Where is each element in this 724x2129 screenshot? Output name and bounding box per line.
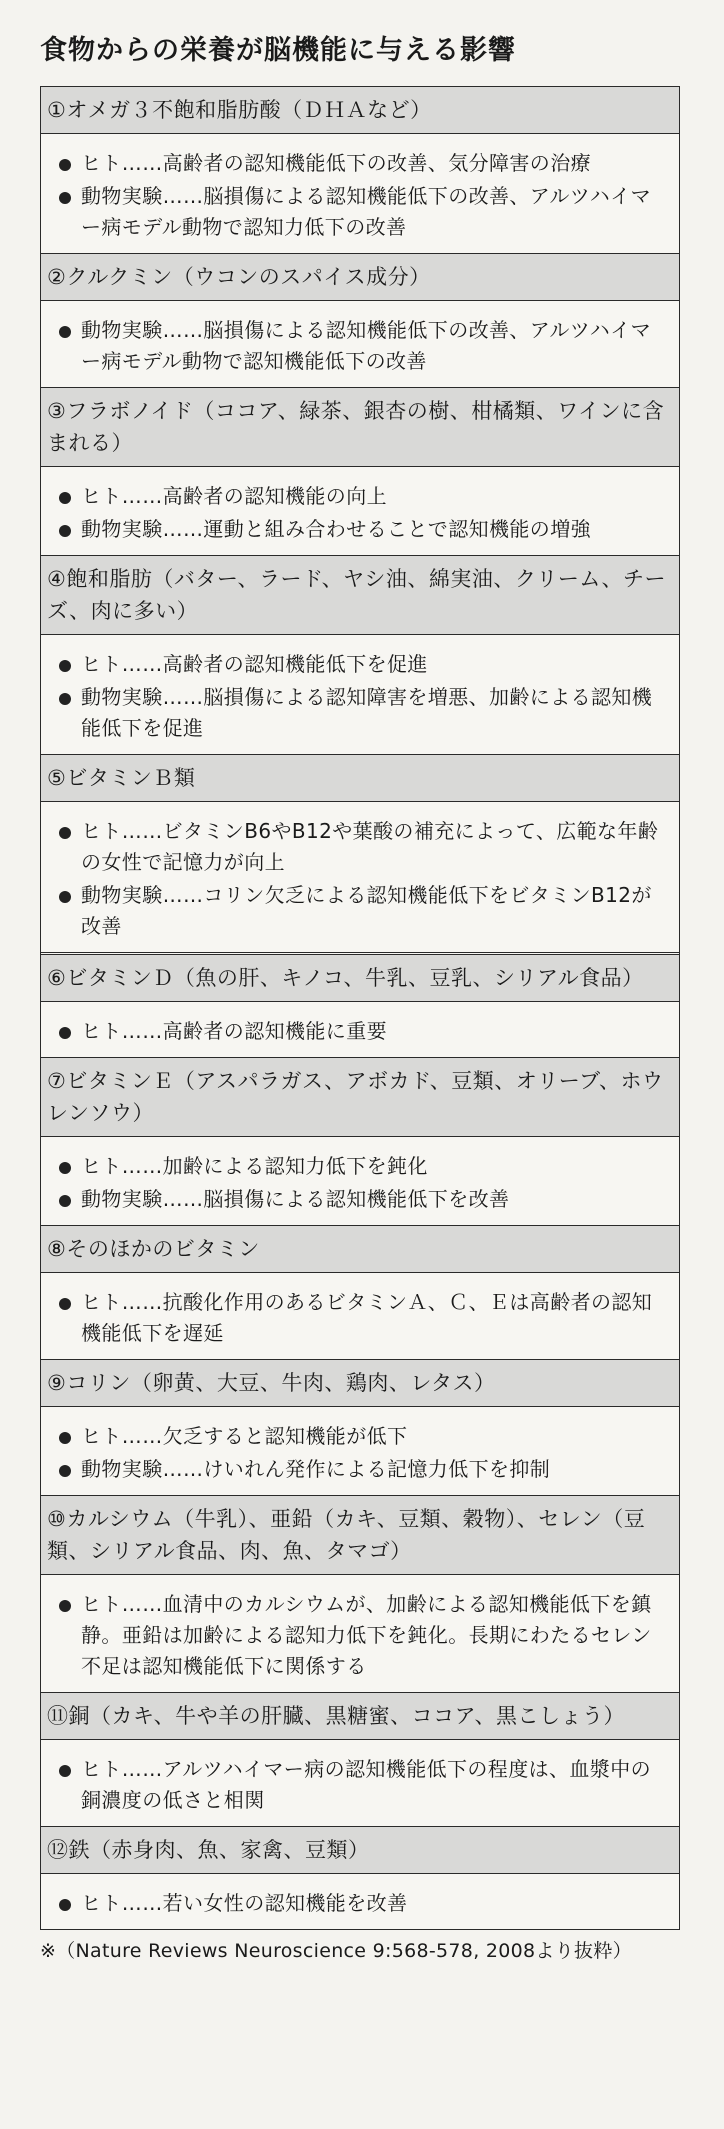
bullet-icon — [59, 693, 71, 705]
section-body — [41, 467, 679, 556]
bullet-icon — [59, 1027, 71, 1039]
section-heading: ⑥ビタミンＤ（魚の肝、キノコ、牛乳、豆乳、シリアル食品） — [41, 955, 679, 1002]
item-text: ヒト……高齢者の認知機能に重要 — [81, 1019, 387, 1043]
nutrition-table — [40, 86, 680, 1930]
bullet-icon — [59, 1298, 71, 1310]
section-body — [41, 1874, 679, 1930]
section-heading: ⑧そのほかのビタミン — [41, 1226, 679, 1273]
item-text: 動物実験……コリン欠乏による認知機能低下をビタミンB12が改善 — [81, 883, 652, 938]
list-item — [81, 1184, 669, 1215]
bullet-icon — [59, 827, 71, 839]
list-item — [81, 1287, 669, 1349]
item-text: 動物実験……脳損傷による認知機能低下の改善、アルツハイマー病モデル動物で認知機能低下の改善 — [81, 318, 651, 373]
list-item — [81, 1888, 669, 1919]
item-text: 動物実験……運動と組み合わせることで認知機能の増強 — [81, 517, 591, 541]
list-item — [81, 880, 669, 942]
bullet-icon — [59, 1465, 71, 1477]
section-heading: ⑪銅（カキ、牛や羊の肝臓、黒糖蜜、ココア、黒こしょう） — [41, 1693, 679, 1740]
item-text: ヒト……アルツハイマー病の認知機能低下の程度は、血漿中の銅濃度の低さと相関 — [81, 1757, 651, 1812]
list-item — [81, 181, 669, 243]
bullet-icon — [59, 492, 71, 504]
bullet-icon — [59, 159, 71, 171]
list-item — [81, 148, 669, 179]
bullet-icon — [59, 525, 71, 537]
item-text: 動物実験……脳損傷による認知機能低下を改善 — [81, 1187, 510, 1211]
section-heading: ⑤ビタミンＢ類 — [41, 755, 679, 802]
item-text: ヒト……若い女性の認知機能を改善 — [81, 1891, 408, 1915]
list-item — [81, 1151, 669, 1182]
bullet-icon — [59, 1162, 71, 1174]
section-body — [41, 802, 679, 955]
section-body — [41, 1002, 679, 1058]
list-item — [81, 514, 669, 545]
section-heading: ①オメガ３不飽和脂肪酸（ＤＨＡなど） — [41, 87, 679, 134]
item-text: ヒト……加齢による認知力低下を鈍化 — [81, 1154, 428, 1178]
item-text: ヒト……抗酸化作用のあるビタミンＡ、Ｃ、Ｅは高齢者の認知機能低下を遅延 — [81, 1290, 653, 1345]
list-item — [81, 1589, 669, 1682]
section-body — [41, 1575, 679, 1693]
item-text: 動物実験……脳損傷による認知障害を増悪、加齢による認知機能低下を促進 — [81, 685, 653, 740]
item-text: 動物実験……脳損傷による認知機能低下の改善、アルツハイマー病モデル動物で認知力低下の改善 — [81, 184, 651, 239]
section-heading: ⑩カルシウム（牛乳）、亜鉛（カキ、豆類、穀物）、セレン（豆類、シリアル食品、肉、魚、タマゴ） — [41, 1496, 679, 1575]
list-item — [81, 816, 669, 878]
bullet-icon — [59, 192, 71, 204]
page-title: 食物からの栄養が脳機能に与える影響 — [40, 35, 516, 66]
item-text: ヒト……高齢者の認知機能低下を促進 — [81, 652, 428, 676]
list-item — [81, 649, 669, 680]
section-body — [41, 635, 679, 755]
bullet-icon — [59, 1432, 71, 1444]
section-heading: ⑦ビタミンＥ（アスパラガス、アボカド、豆類、オリーブ、ホウレンソウ） — [41, 1058, 679, 1137]
item-text: ヒト……高齢者の認知機能の向上 — [81, 484, 387, 508]
bullet-icon — [59, 660, 71, 672]
section-heading: ⑫鉄（赤身肉、魚、家禽、豆類） — [41, 1827, 679, 1874]
item-text: ヒト……ビタミンB6やB12や葉酸の補充によって、広範な年齢の女性で記憶力が向上 — [81, 819, 659, 874]
source-note: ※（Nature Reviews Neuroscience 9:568-578, 2008より抜粋） — [40, 1940, 632, 1962]
section-body — [41, 1740, 679, 1827]
bullet-icon — [59, 326, 71, 338]
section-body — [41, 1273, 679, 1360]
section-heading: ②クルクミン（ウコンのスパイス成分） — [41, 254, 679, 301]
bullet-icon — [59, 1899, 71, 1911]
item-text: ヒト……高齢者の認知機能低下の改善、気分障害の治療 — [81, 151, 591, 175]
section-body — [41, 301, 679, 388]
list-item — [81, 1016, 669, 1047]
bullet-icon — [59, 1600, 71, 1612]
item-text: ヒト……血清中のカルシウムが、加齢による認知機能低下を鎮静。亜鉛は加齢による認知力低下を鈍化。長期にわたるセレン不足は認知機能低下に関係する — [81, 1592, 652, 1678]
section-body — [41, 1407, 679, 1496]
list-item — [81, 1754, 669, 1816]
list-item — [81, 1454, 669, 1485]
item-text: ヒト……欠乏すると認知機能が低下 — [81, 1424, 408, 1448]
bullet-icon — [59, 891, 71, 903]
list-item — [81, 315, 669, 377]
list-item — [81, 481, 669, 512]
section-heading: ③フラボノイド（ココア、緑茶、銀杏の樹、柑橘類、ワインに含まれる） — [41, 388, 679, 467]
item-text: 動物実験……けいれん発作による記憶力低下を抑制 — [81, 1457, 551, 1481]
list-item — [81, 1421, 669, 1452]
section-body — [41, 1137, 679, 1226]
list-item — [81, 682, 669, 744]
section-heading: ④飽和脂肪（バター、ラード、ヤシ油、綿実油、クリーム、チーズ、肉に多い） — [41, 556, 679, 635]
bullet-icon — [59, 1195, 71, 1207]
bullet-icon — [59, 1765, 71, 1777]
section-body — [41, 134, 679, 254]
section-heading: ⑨コリン（卵黄、大豆、牛肉、鶏肉、レタス） — [41, 1360, 679, 1407]
